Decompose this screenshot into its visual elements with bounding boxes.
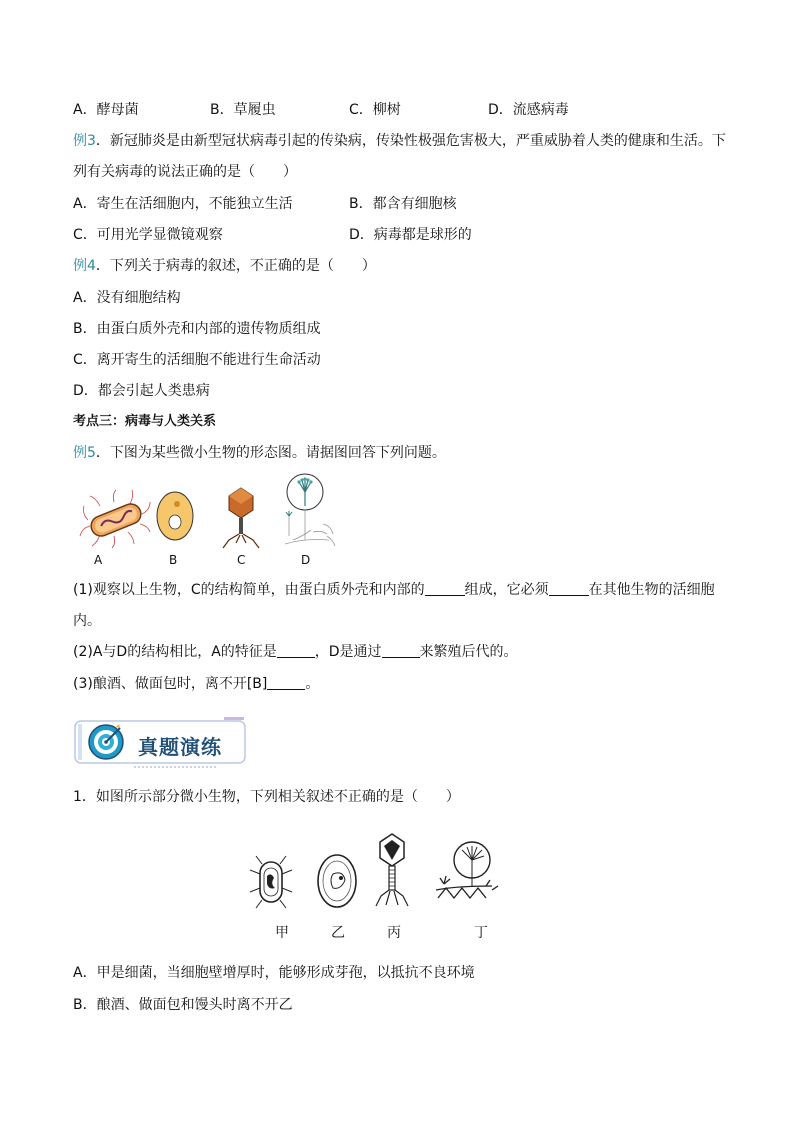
- ex5-q1-text3: 在其他生物的活细胞: [588, 582, 715, 598]
- ex3-option-a: A．寄生在活细胞内，不能独立生活: [73, 196, 293, 212]
- q1-fig-label-yi: 乙: [331, 925, 345, 941]
- mold-figure: [283, 472, 339, 552]
- q1-fig-label-jia: 甲: [275, 925, 289, 941]
- ex5-q2-text2: ，D是通过: [314, 644, 382, 660]
- ex3-stem-line2: 列有关病毒的说法正确的是（ ）: [73, 164, 297, 180]
- ex5-q3: [73, 674, 319, 694]
- ex5-q1-text2: 组成，它必须: [464, 582, 549, 598]
- bacterium-figure: [80, 490, 152, 550]
- ex5-fig-label-b: B: [169, 553, 178, 567]
- ex5-q1-text1: (1)观察以上生物，C的结构简单，由蛋白质外壳和内部的: [73, 582, 425, 598]
- answer-blank[interactable]: [267, 675, 305, 690]
- ex5-fig-label-a: A: [94, 553, 103, 567]
- ex4-option-b: B．由蛋白质外壳和内部的遗传物质组成: [73, 321, 321, 337]
- ex5-fig-label-d: D: [301, 553, 311, 567]
- q-option-b: B．草履虫: [210, 102, 276, 118]
- ex4-stem: [73, 256, 376, 276]
- q1-stem: 1．如图所示部分微小生物，下列相关叙述不正确的是（ ）: [73, 789, 460, 805]
- ex4-text: ．下列关于病毒的叙述，不正确的是（ ）: [95, 258, 376, 274]
- ex4-label: 例4: [73, 258, 96, 274]
- ex3-option-d: D．病毒都是球形的: [349, 227, 472, 243]
- answer-blank[interactable]: [382, 643, 420, 658]
- section-title: 考点三：病毒与人类关系: [73, 414, 217, 429]
- ex3-option-b: B．都含有细胞核: [349, 196, 457, 212]
- yeast-outline-figure: [315, 852, 359, 910]
- q-option-d: D．流感病毒: [488, 102, 569, 118]
- bacteriophage-figure: [215, 486, 267, 548]
- ex5-q1-line1: [73, 580, 715, 600]
- ex5-stem: [73, 443, 446, 463]
- ex5-q2-text3: 来繁殖后代的。: [419, 644, 518, 660]
- answer-blank[interactable]: [549, 581, 589, 596]
- answer-blank[interactable]: [425, 581, 465, 596]
- ex5-q3-text1: (3)酿酒、做面包时，离不开[B]: [73, 676, 268, 692]
- ex5-label: 例5: [73, 445, 96, 461]
- q1-option-b: B．酿酒、做面包和馒头时离不开乙: [73, 997, 293, 1013]
- target-icon: [86, 722, 126, 762]
- q-option-c: C．柳树: [349, 102, 401, 118]
- ex5-q1-line2: 内。: [73, 613, 101, 629]
- ex3-option-c: C．可用光学显微镜观察: [73, 227, 223, 243]
- bacterium-outline-figure: [248, 852, 294, 912]
- phage-outline-figure: [374, 832, 410, 908]
- q1-fig-label-ding: 丁: [474, 925, 488, 941]
- ex5-q2: [73, 642, 518, 662]
- mold-outline-figure: [434, 840, 500, 908]
- answer-blank[interactable]: [277, 643, 315, 658]
- ex3-stem-line1: [73, 131, 726, 151]
- q-option-a: A．酵母菌: [73, 102, 139, 118]
- ex4-option-d: D．都会引起人类患病: [73, 383, 210, 399]
- ex3-label: 例3: [73, 133, 96, 149]
- ex5-fig-label-c: C: [237, 553, 246, 567]
- ex5-q3-text2: 。: [305, 676, 320, 692]
- yeast-figure: [155, 490, 195, 542]
- ex4-option-c: C．离开寄生的活细胞不能进行生命活动: [73, 352, 321, 368]
- q1-option-a: A．甲是细菌，当细胞壁增厚时，能够形成芽孢，以抵抗不良环境: [73, 965, 475, 981]
- ex3-text1: ．新冠肺炎是由新型冠状病毒引起的传染病，传染性极强危害极大，严重威胁着人类的健康和生活。下: [95, 133, 726, 149]
- banner-title: 真题演练: [138, 735, 222, 759]
- ex5-text: ．下图为某些微小生物的形态图。请据图回答下列问题。: [95, 445, 446, 461]
- ex4-option-a: A．没有细胞结构: [73, 290, 181, 306]
- ex5-q2-text1: (2)A与D的结构相比，A的特征是: [73, 644, 277, 660]
- q1-fig-label-bing: 丙: [387, 925, 401, 941]
